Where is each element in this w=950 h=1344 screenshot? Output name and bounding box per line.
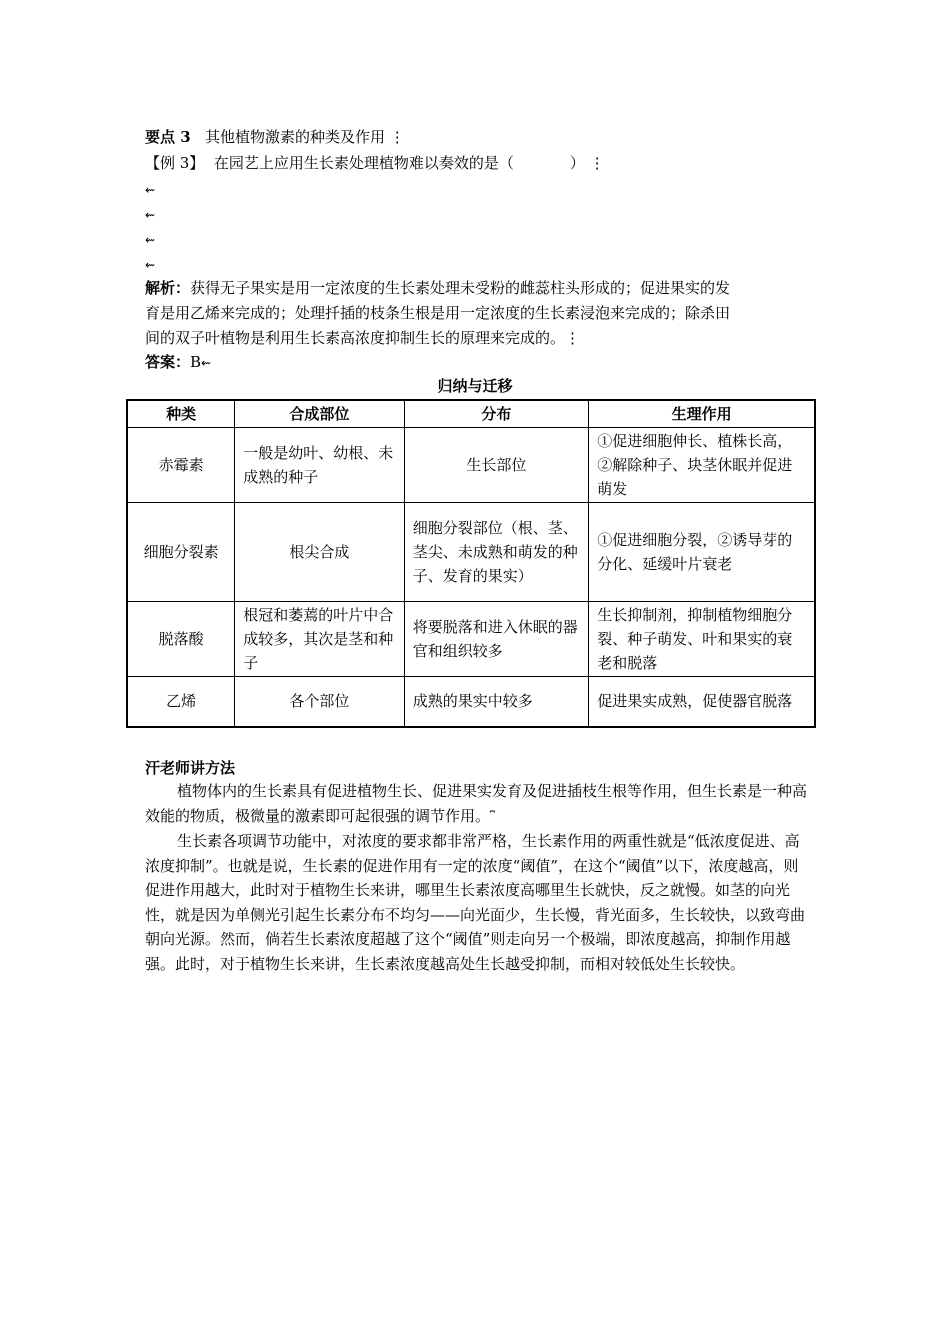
cell-function: 促进果实成熟，促使器官脱落 bbox=[589, 677, 815, 727]
answer-line bbox=[145, 353, 211, 372]
table-row bbox=[127, 602, 815, 677]
header-distribution: 分布 bbox=[404, 400, 589, 428]
answer-value: B bbox=[190, 353, 202, 371]
method-body bbox=[145, 779, 810, 976]
cell-function: 生长抑制剂，抑制植物细胞分裂、种子萌发、叶和果实的衰老和脱落 bbox=[589, 602, 815, 677]
table-caption: 归纳与迁移 bbox=[437, 377, 513, 395]
cell-function: ①促进细胞分裂，②诱导芽的分化、延缓叶片衰老 bbox=[589, 503, 815, 602]
section-title: 其他植物激素的种类及作用 bbox=[204, 128, 385, 146]
analysis-label: 解析： bbox=[145, 279, 191, 297]
section-tail: ⋮ bbox=[389, 128, 405, 146]
analysis-line-3: 间的双子叶植物是利用生长素高浓度抑制生长的原理来完成的。⋮ bbox=[145, 329, 581, 347]
cell-synthesis-site: 根冠和萎蔫的叶片中合成较多，其次是茎和种子 bbox=[235, 602, 405, 677]
cell-distribution: 将要脱落和进入休眠的器官和组织较多 bbox=[404, 602, 589, 677]
paragraph-mark-icon: ⎴ bbox=[490, 809, 495, 824]
example-question-end: ） bbox=[569, 154, 585, 172]
header-type: 种类 bbox=[127, 400, 235, 428]
cell-type: 赤霉素 bbox=[127, 428, 235, 503]
method-paragraph-1 bbox=[145, 779, 810, 829]
section-heading bbox=[145, 128, 405, 146]
cell-type: 细胞分裂素 bbox=[127, 503, 235, 602]
example-question bbox=[145, 154, 605, 172]
option-mark-icon: ⇜ bbox=[145, 258, 156, 272]
cell-synthesis-site: 各个部位 bbox=[235, 677, 405, 727]
cell-synthesis-site: 根尖合成 bbox=[235, 503, 405, 602]
answer-mark-icon: ⇜ bbox=[201, 356, 212, 370]
analysis-text-1: 获得无子果实是用一定浓度的生长素处理未受粉的雌蕊柱头形成的；促进果实的发 bbox=[190, 279, 731, 297]
table-row bbox=[127, 677, 815, 727]
option-mark-icon: ⇜ bbox=[145, 183, 156, 197]
cell-function: ①促进细胞伸长、植株长高，②解除种子、块茎休眠并促进萌发 bbox=[589, 428, 815, 503]
option-mark-icon: ⇜ bbox=[145, 208, 156, 222]
hormone-table bbox=[126, 399, 816, 728]
option-mark-icon: ⇜ bbox=[145, 233, 156, 247]
method-paragraph-2: 生长素各项调节功能中，对浓度的要求都非常严格，生长素作用的两重性就是“低浓度促进、高浓度抑制”。也就是说，生长素的促进作用有一定的浓度“阈值”，在这个“阈值”以下，浓度越高，则促进作用越大，此时对于植物生长来讲，哪里生长素浓度高哪里生长就快，反之就慢。如茎的向光性，就是因为单侧光引起生长素分布不均匀——向光面少，生长慢，背光面多，生长较快，以致弯曲朝向光源。然而，倘若生长素浓度超越了这个“阈值”则走向另一个极端，即浓度越高，抑制作用越强。此时，对于植物生长来讲，生长素浓度越高处生长越受抑制，而相对较低处生长较快。 bbox=[145, 832, 806, 973]
example-tail: ⋮ bbox=[589, 154, 605, 172]
table-header-row bbox=[127, 400, 815, 428]
table-row bbox=[127, 428, 815, 503]
analysis-line-2: 育是用乙烯来完成的；处理扦插的枝条生根是用一定浓度的生长素浸泡来完成的；除杀田 bbox=[145, 304, 731, 322]
cell-distribution: 生长部位 bbox=[404, 428, 589, 503]
section-label: 要点 3 bbox=[145, 128, 191, 146]
example-label: 【例 3】 bbox=[145, 154, 205, 172]
cell-distribution: 细胞分裂部位（根、茎、茎尖、未成熟和萌发的种子、发育的果实） bbox=[404, 503, 589, 602]
header-synthesis-site: 合成部位 bbox=[235, 400, 405, 428]
cell-distribution: 成熟的果实中较多 bbox=[404, 677, 589, 727]
cell-synthesis-site: 一般是幼叶、幼根、未成熟的种子 bbox=[235, 428, 405, 503]
method-paragraph-1-text: 植物体内的生长素具有促进植物生长、促进果实发育及促进插枝生根等作用，但生长素是一种高效能的物质，极微量的激素即可起很强的调节作用。 bbox=[145, 782, 808, 825]
table-row bbox=[127, 503, 815, 602]
cell-type: 脱落酸 bbox=[127, 602, 235, 677]
cell-type: 乙烯 bbox=[127, 677, 235, 727]
header-function: 生理作用 bbox=[589, 400, 815, 428]
example-question-text: 在园艺上应用生长素处理植物难以奏效的是（ bbox=[213, 154, 514, 172]
answer-label: 答案： bbox=[145, 353, 191, 371]
analysis-line-1 bbox=[145, 279, 730, 297]
method-title: 汗老师讲方法 bbox=[145, 759, 236, 777]
